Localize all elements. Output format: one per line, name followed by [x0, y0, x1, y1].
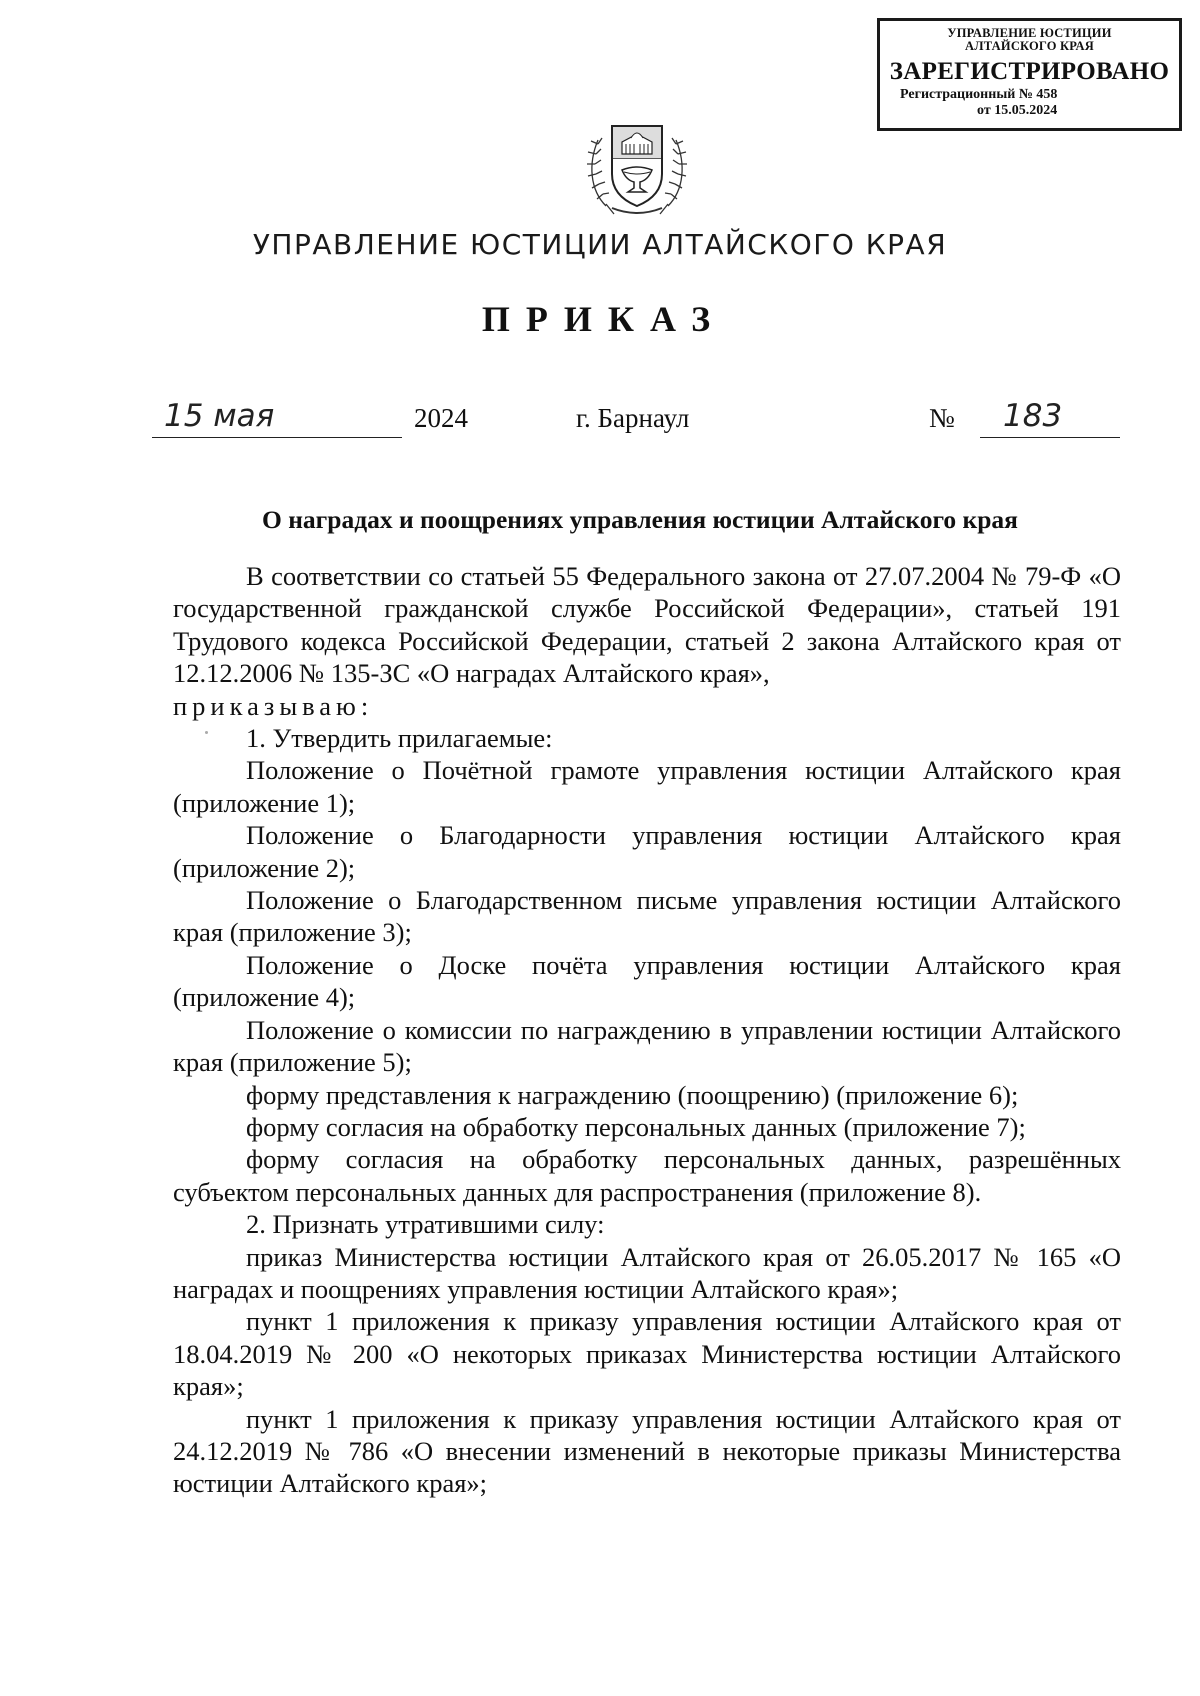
item-1-entry: форму согласия на обработку персональных данных, разрешённых субъектом персональных данных для распространения (приложение 8).: [173, 1144, 1121, 1207]
document-type: ПРИКАЗ: [481, 299, 727, 339]
stamp-org-line1: УПРАВЛЕНИЕ ЮСТИЦИИ: [947, 26, 1112, 40]
item-2-entry: пункт 1 приложения к приказу управления юстиции Алтайского края от 18.04.2019 № 200 «О некоторых приказах Министерства юстиции Алтайского края»;: [173, 1306, 1121, 1402]
number-underline: [980, 437, 1120, 438]
document-body: [173, 560, 1121, 1500]
year: 2024: [414, 403, 468, 433]
order-word: приказываю:: [173, 690, 374, 721]
stamp-reg-date: от 15.05.2024: [977, 103, 1058, 118]
stamp-org-line2: АЛТАЙСКОГО КРАЯ: [965, 39, 1094, 53]
stamp-registered: ЗАРЕГИСТРИРОВАНО: [889, 58, 1170, 85]
preamble: В соответствии со статьей 55 Федерального закона от 27.07.2004 № 79-Ф «О государственной гражданской службе Российской Федерации», статьей 191 Трудового кодекса Российской Федерации, статьей 2 закона Алтайского края от 12.12.2006 № 135-ЗС «О наградах Алтайского края»,: [173, 561, 1121, 689]
registration-stamp: [877, 18, 1182, 131]
organization-name: УПРАВЛЕНИЕ ЮСТИЦИИ АЛТАЙСКОГО КРАЯ: [252, 228, 948, 261]
item-1-entry: Положение о Доске почёта управления юстиции Алтайского края (приложение 4);: [173, 949, 1121, 1013]
stamp-reg-number: Регистрационный № 458: [900, 87, 1058, 102]
item-2-entry: пункт 1 приложения к приказу управления юстиции Алтайского края от 24.12.2019 № 786 «О внесении изменений в некоторые приказы Министерства юстиции Алтайского края»;: [173, 1403, 1121, 1499]
date-underline: [152, 437, 402, 438]
item-1-entry: Положение о комиссии по награждению в управлении юстиции Алтайского края (приложение 5);: [173, 1014, 1121, 1078]
number-handwritten: 183: [1003, 398, 1063, 434]
item-1: 1. Утвердить прилагаемые:: [246, 723, 553, 754]
item-1-entry: форму согласия на обработку персональных данных (приложение 7);: [246, 1111, 1026, 1142]
item-2-entry: приказ Министерства юстиции Алтайского края от 26.05.2017 № 165 «О наградах и поощрениях управления юстиции Алтайского края»;: [173, 1241, 1121, 1304]
item-2: 2. Признать утратившими силу:: [246, 1209, 605, 1240]
item-1-entry: Положение о Благодарности управления юстиции Алтайского края (приложение 2);: [173, 820, 1121, 883]
number-sign: №: [929, 403, 955, 433]
city: г. Барнаул: [576, 403, 690, 433]
document-title: О наградах и поощрениях управления юстиции Алтайского края: [262, 505, 1018, 534]
item-1-entry: Положение о Почётной грамоте управления юстиции Алтайского края (приложение 1);: [173, 755, 1121, 818]
coat-of-arms-icon: [582, 114, 692, 222]
date-handwritten: 15 мая: [164, 398, 275, 434]
item-1-entry: форму представления к награждению (поощрению) (приложение 6);: [246, 1079, 1019, 1110]
date-field: [160, 398, 400, 438]
item-1-entry: Положение о Благодарственном письме управления юстиции Алтайского края (приложение 3);: [173, 885, 1121, 948]
